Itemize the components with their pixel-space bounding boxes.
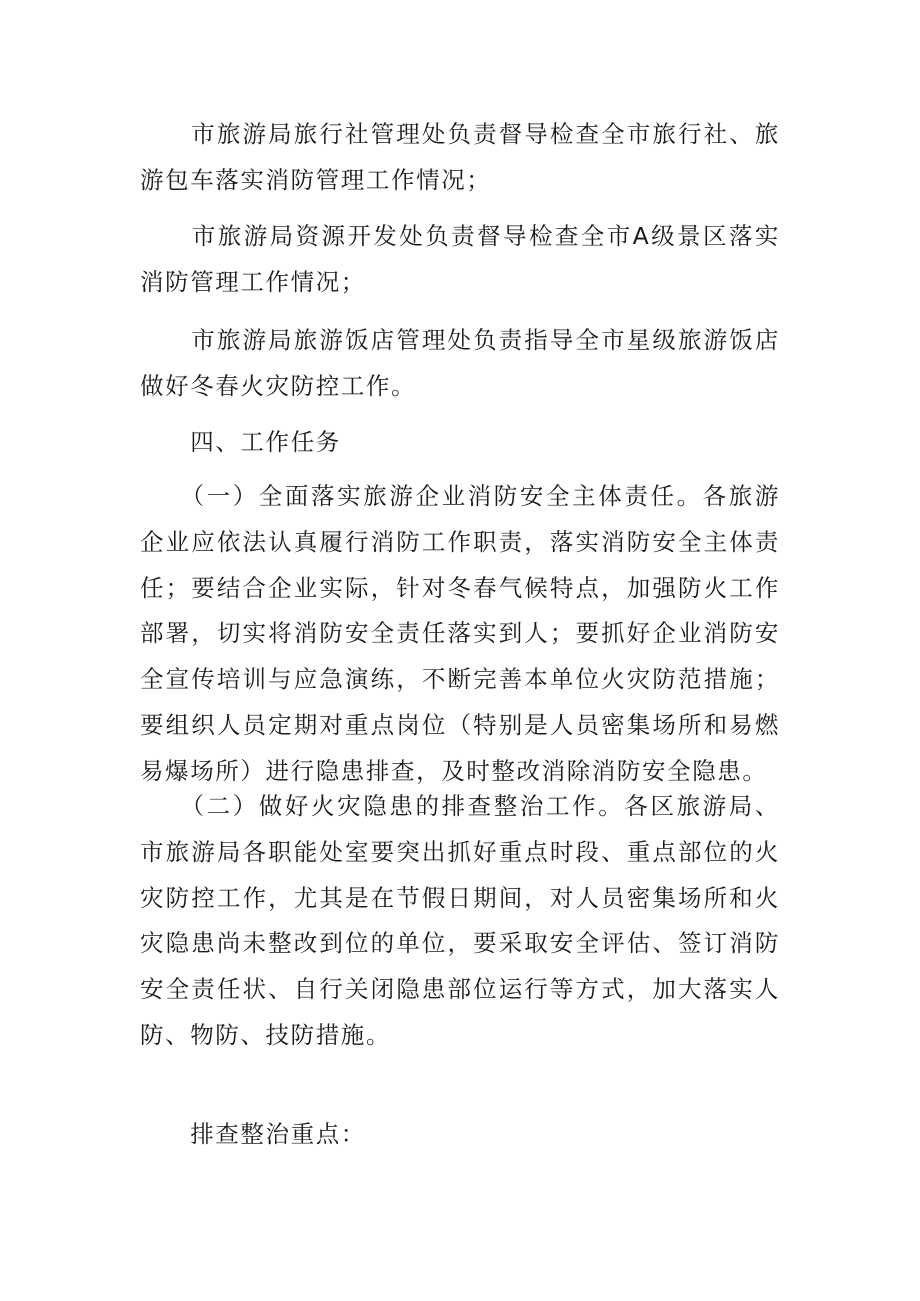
paragraph-travel-agency-duty: 市旅游局旅行社管理处负责督导检查全市旅行社、旅游包车落实消防管理工作情况； [140,120,780,194]
paragraph-hotel-management-duty: 市旅游局旅游饭店管理处负责指导全市星级旅游饭店做好冬春火灾防控工作。 [140,326,780,400]
paragraph-resource-dev-duty: 市旅游局资源开发处负责督导检查全市A级景区落实消防管理工作情况； [140,222,780,296]
paragraph-inspection-focus: 排查整治重点： [140,1120,366,1148]
paragraph-task-two: （二）做好火灾隐患的排查整治工作。各区旅游局、市旅游局各职能处室要突出抓好重点时段、重点部位的火灾防控工作，尤其是在节假日期间，对人员密集场所和火灾隐患尚未整改到位的单位，要采取安全评估、签订消防安全责任状、自行关闭隐患部位运行等方式，加大落实人防、物防、技防措施。 [140,792,780,1050]
section-heading-work-tasks: 四、工作任务 [140,428,341,456]
paragraph-task-one: （一）全面落实旅游企业消防安全主体责任。各旅游企业应依法认真履行消防工作职责，落实消防安全主体责任；要结合企业实际，针对冬春气候特点，加强防火工作部署，切实将消防安全责任落实到人；要抓好企业消防安全宣传培训与应急演练，不断完善本单位火灾防范措施；要组织人员定期对重点岗位（特别是人员密集场所和易燃易爆场所）进行隐患排查，及时整改消除消防安全隐患。 [140,482,780,785]
